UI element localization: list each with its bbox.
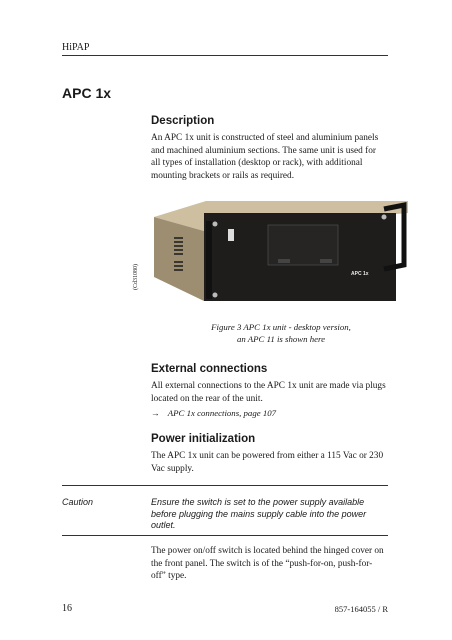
screw-icon (382, 215, 387, 220)
switch-note: The power on/off switch is located behind the hinged cover on the front panel. The switch is of the “push-for-on, push-for-off” type. (151, 546, 384, 581)
caution-text: Ensure the switch is set to the power supply available before plugging the mains supply cable into the power outlet. (151, 497, 367, 530)
chapter-title: APC 1x (62, 85, 112, 101)
page-number: 16 (62, 603, 72, 614)
external-body: All external connections to the APC 1x unit are made via plugs located on the rear of the unit. (151, 381, 386, 404)
header-title: HiPAP (62, 42, 90, 53)
cross-reference[interactable] (151, 408, 276, 418)
screw-icon (213, 293, 218, 298)
caution-label: Caution (62, 497, 94, 507)
figure-side-id: (Cd31080) (133, 264, 139, 290)
figure-caption: Figure 3 APC 1x unit - desktop version, an APC 11 is shown here (211, 322, 351, 344)
front-label: APC 1x (351, 271, 369, 277)
external-heading: External connections (151, 363, 268, 375)
apc-unit-figure (146, 195, 408, 315)
power-body: The APC 1x unit can be powered from either a 115 Vac or 230 Vac supply. (151, 451, 384, 474)
document-number: 857-164055 / R (334, 604, 388, 614)
caution-top-rule (62, 485, 388, 486)
cover-latch (320, 259, 332, 263)
description-body: An APC 1x unit is constructed of steel and aluminium panels and machined aluminium sections. The same unit is used for all types of installation (desktop or rack), with additional mounting brackets or rails as required. (151, 133, 379, 181)
cross-reference-text[interactable]: APC 1x connections, page 107 (167, 408, 277, 418)
case-side (154, 217, 204, 301)
caution-bottom-rule (62, 535, 388, 536)
power-heading: Power initialization (151, 433, 256, 445)
cover-latch (278, 259, 290, 263)
handle-left-icon (206, 221, 212, 299)
screw-icon (213, 222, 218, 227)
header-rule (62, 55, 388, 56)
description-heading: Description (151, 115, 215, 127)
front-sticker (228, 229, 234, 241)
arrow-right-icon: → (151, 408, 160, 418)
vent-grille-icon (174, 237, 183, 271)
